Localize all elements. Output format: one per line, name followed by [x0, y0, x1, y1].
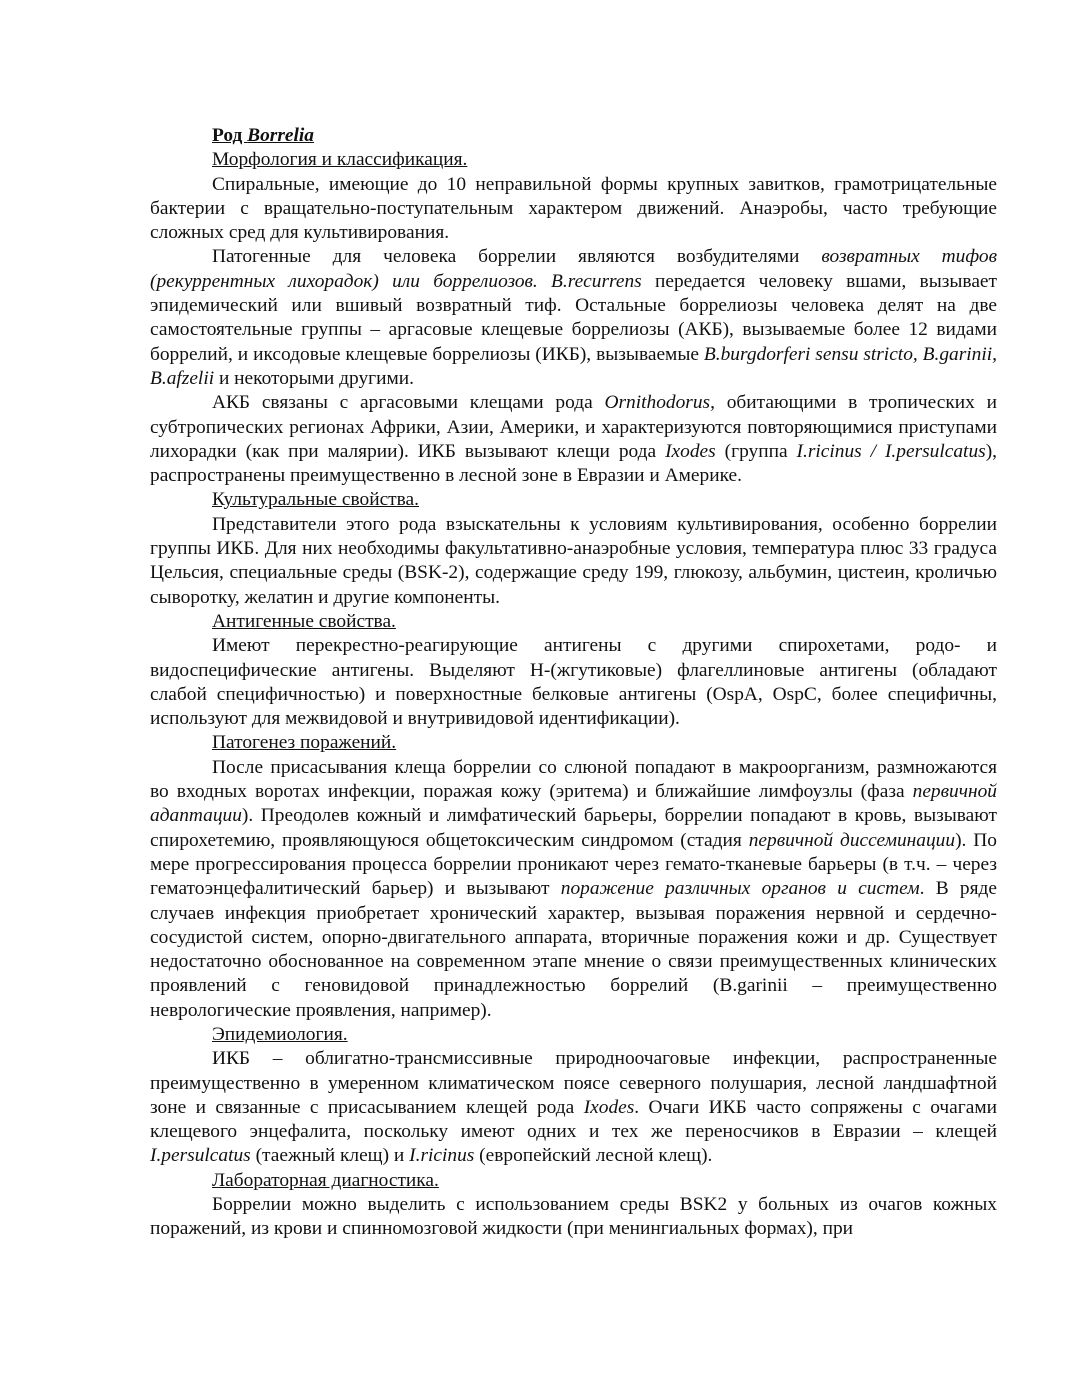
text-run: (таежный клещ) и	[250, 1145, 410, 1167]
paragraph-pathogenesis-1	[150, 756, 997, 1023]
text-run: ). По мере прогрессирования процесса боррелии проникают через гемато-тканевые барьеры (в т.ч. – через гематоэнцефалитический барьер) и вызывают	[150, 829, 997, 900]
paragraph-morphology-1: Спиральные, имеющие до 10 неправильной формы крупных завитков, грамотрицательные бактерии с вращательно-поступательным характером движений. Анаэробы, часто требующие сложных сред для культивирования.	[150, 173, 997, 244]
text-run: передается человеку вшами, вызывает эпидемический или вшивый возвратный тиф. Остальные боррелиозы человека делят на две самостоятельные группы – аргасовые клещевые боррелиозы (АКБ), вызываемые более 12 видами боррелий, и иксодовые клещевые боррелиозы (ИКБ), вызываемые	[150, 270, 998, 365]
italic-run: Ixodes	[665, 440, 716, 462]
italic-run: Ixodes	[583, 1096, 635, 1118]
heading-morphology: Морфология и классификация.	[212, 149, 468, 171]
italic-run: I.ricinus	[409, 1145, 475, 1167]
text-run: , обитающими в тропических и субтропических регионах Африки, Азии, Америки, и характеризуются повторяющимися приступами лихорадки (как при малярии). ИКБ вызывают клещи рода	[150, 392, 997, 462]
document-page	[150, 124, 997, 1242]
text-run: АКБ связаны с аргасовыми клещами рода	[212, 392, 605, 414]
paragraph-antigenic-1: Имеют перекрестно-реагирующие антигены с другими спирохетами, родо- и видоспецифические антигены. Выделяют H-(жгутиковые) флагеллиновые антигены (обладают слабой специфичностью) и поверхностные белковые антигены (OspA, OspC, более специфичны, используют для межвидовой и внутривидовой идентификации).	[150, 635, 997, 730]
text-run: (европейский лесной клещ).	[474, 1145, 713, 1167]
text-run: и некоторыми другими.	[214, 367, 414, 389]
italic-run: первичной адаптации	[150, 781, 997, 827]
paragraph-morphology-3	[150, 391, 997, 488]
heading-cultural: Культуральные свойства.	[212, 489, 419, 511]
paragraph-cultural-1: Представители этого рода взыскательны к условиям культивирования, особенно боррелии группы ИКБ. Для них необходимы факультативно-анаэробные условия, температура плюс 33 градуса Цельсия, специальные среды (BSK-2), содержащие среду 199, глюкозу, альбумин, цистеин, кроличью сыворотку, желатин и другие компоненты.	[150, 513, 997, 608]
text-run: ИКБ – облигатно-трансмиссивные природноочаговые инфекции, распространенные преимущественно в умеренном климатическом поясе северного полушария, лесной ландшафтной зоне и связанные с присасыванием клещей рода	[150, 1048, 997, 1118]
paragraph-lab-1: Боррелии можно выделить с использованием среды BSK2 у больных из очагов кожных поражений, из крови и спинномозговой жидкости (при менингиальных формах), при	[150, 1194, 997, 1240]
text-run: ). Преодолев кожный и лимфатический барьеры, боррелии попадают в кровь, вызывают спирохетемию, проявляющуюся общетоксическим синдромом (стадия	[150, 805, 997, 851]
heading-epidemiology: Эпидемиология.	[212, 1023, 348, 1045]
text-run: (группа	[715, 440, 797, 462]
heading-lab-diagnostics: Лабораторная диагностика.	[212, 1169, 439, 1191]
text-run: . Очаги ИКБ часто сопряжены с очагами клещевого энцефалита, поскольку имеют одних и тех же переносчиков в Евразии – клещей	[150, 1096, 997, 1143]
italic-run: возвратных тифов (рекуррентных лихорадок) или боррелиозов. B.recurrens	[150, 246, 997, 292]
paragraph-epidemiology-1	[150, 1047, 997, 1168]
title-prefix: Род	[212, 125, 248, 146]
text-run: После присасывания клеща боррелии со слюной попадают в макроорганизм, размножаются во входных воротах инфекции, поражая кожу (эритема) и ближайшие лимфоузлы (фаза	[150, 756, 997, 803]
text-run: Патогенные для человека боррелии являются возбудителями	[212, 246, 822, 268]
text-run: ), распространены преимущественно в лесной зоне в Евразии и Америке.	[150, 440, 998, 487]
italic-run: поражение различных органов и систем	[560, 878, 920, 900]
italic-run: первичной диссеминации	[748, 829, 956, 851]
title-genus: Borrelia	[247, 125, 314, 146]
paragraph-morphology-2	[150, 245, 997, 391]
heading-antigenic: Антигенные свойства.	[212, 610, 396, 632]
document-title	[150, 124, 997, 148]
text-run: . В ряде случаев инфекция приобретает хронический характер, вызывая поражения нервной и сердечно-сосудистой систем, опорно-двигательного аппарата, вторичные поражения кожи и др. Существует недостаточно обоснованное на современном этапе мнение о связи преимущественных клинических проявлений с геновидовой принадлежностью боррелий (B.garinii – преимущественно неврологические проявления, например).	[150, 878, 997, 1021]
italic-run: B.burgdorferi sensu stricto, B.garinii, B.afzelii	[150, 343, 997, 389]
italic-run: I.persulcatus	[150, 1145, 251, 1167]
heading-pathogenesis: Патогенез поражений.	[212, 732, 397, 754]
italic-run: I.ricinus / I.persulcatus	[796, 440, 986, 462]
italic-run: Ornithodorus	[604, 392, 711, 414]
